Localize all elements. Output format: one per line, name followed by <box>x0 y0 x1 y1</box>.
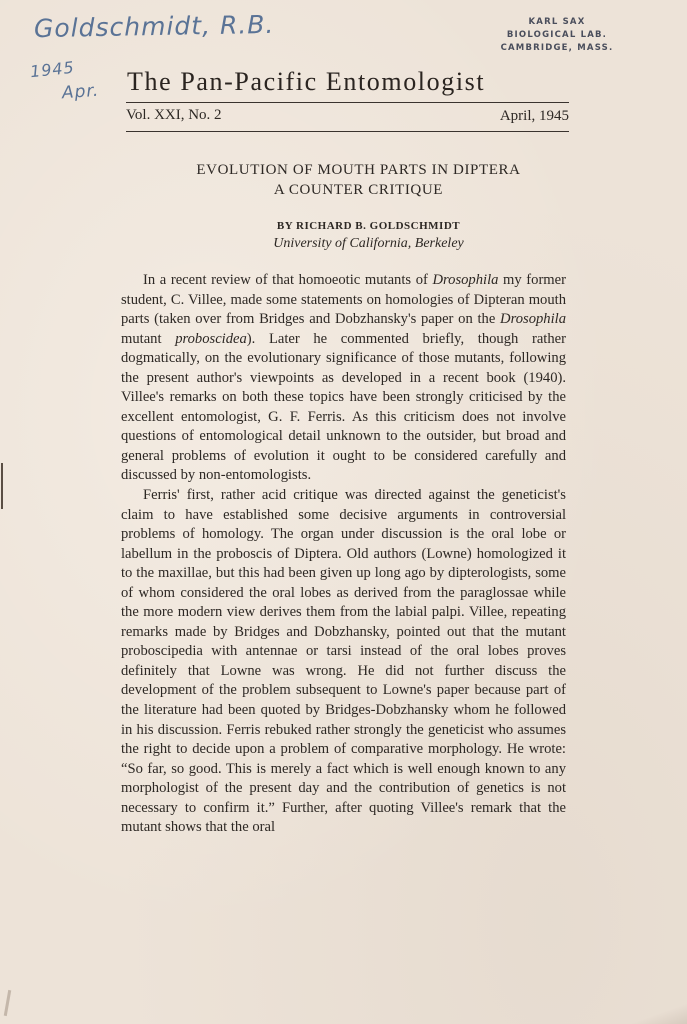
volume-number: Vol. XXI, No. 2 <box>126 107 222 123</box>
text-run: mutant <box>121 330 176 347</box>
header-rule-bottom <box>126 131 569 132</box>
italic-term: Drosophila <box>500 311 566 328</box>
library-stamp <box>482 16 632 55</box>
handwritten-author-note: Goldschmidt, R.B. <box>33 9 275 44</box>
stamp-line: KARL SAX <box>528 17 586 27</box>
stamp-line: BIOLOGICAL LAB. <box>506 30 608 40</box>
journal-title: The Pan-Pacific Entomologist <box>127 67 486 96</box>
page-smudge <box>4 990 11 1016</box>
italic-term: Drosophila <box>432 272 499 288</box>
article-subtitle-line: A COUNTER CRITIQUE <box>273 182 444 198</box>
text-run: ). Later he commented briefly, though rather dogmatically, on the evolutionary significance of those mutants, following the present author's viewpoints as developed in a recent book (1940). Villee's remarks on both these topics have been strongly criticised by the excellent entomologist, G. F. Ferris. As this criticism does not involve questions of entomological detail unknown to the outsider, but broad and general problems of evolution it ought to be considered carefully and discussed by non-entomologists. <box>121 330 566 484</box>
text-run: my former student, C. Villee, made some statements on homologies of Dipteran mouth parts (taken over from Bridges and Dobzhansky's paper on the <box>121 272 566 328</box>
page-corner-shadow <box>627 1004 687 1024</box>
paragraph <box>121 271 566 486</box>
handwritten-month-note: Apr. <box>61 80 100 104</box>
text-run: In a recent review of that homoeotic mutants of <box>143 272 433 288</box>
paragraph: Ferris' first, rather acid critique was directed against the geneticist's claim to have established some decisive arguments in controversial problems of homology. The organ under discussion is the oral lobe or labellum in the proboscis of Diptera. Old authors (Lowne) homologized it to the maxillae, but this had been given up long ago by dipterologists, some of whom considered the oral lobes as derived from the paraglossae while the more modern view derives them from the labial palpi. Villee, repeating remarks made by Bridges and Dobzhansky, pointed out that the mutant proboscipedia with antennae or tarsi instead of the oral lobes proves definitely that Lowne was wrong. He did not further discuss the development of the problem subsequent to Lowne's paper because part of the literature had been quoted by Bridges-Dobzhansky whom he followed in his discussion. Ferris rebuked rather strongly the geneticist who assumes the right to decide upon a problem of comparative morphology. He wrote: “So far, so good. This is merely a fact which is well enough known to any morphologist of the present day and the contribution of genetics is not necessary to confirm it.” Further, after quoting Villee's remark that the mutant shows that the oral <box>121 487 566 836</box>
article-body <box>121 271 566 838</box>
author-byline: BY RICHARD B. GOLDSCHMIDT <box>276 220 461 232</box>
italic-term: proboscidea <box>175 330 247 347</box>
page-edge-mark <box>1 463 3 509</box>
author-affiliation: University of California, Berkeley <box>273 236 464 251</box>
issue-date: April, 1945 <box>499 108 569 124</box>
handwritten-year-note: 1945 <box>29 57 76 82</box>
article-title-line: EVOLUTION OF MOUTH PARTS IN DIPTERA <box>196 162 521 178</box>
article-title <box>0 160 687 200</box>
stamp-line: CAMBRIDGE, MASS. <box>500 43 614 53</box>
header-rule-top <box>126 102 569 103</box>
